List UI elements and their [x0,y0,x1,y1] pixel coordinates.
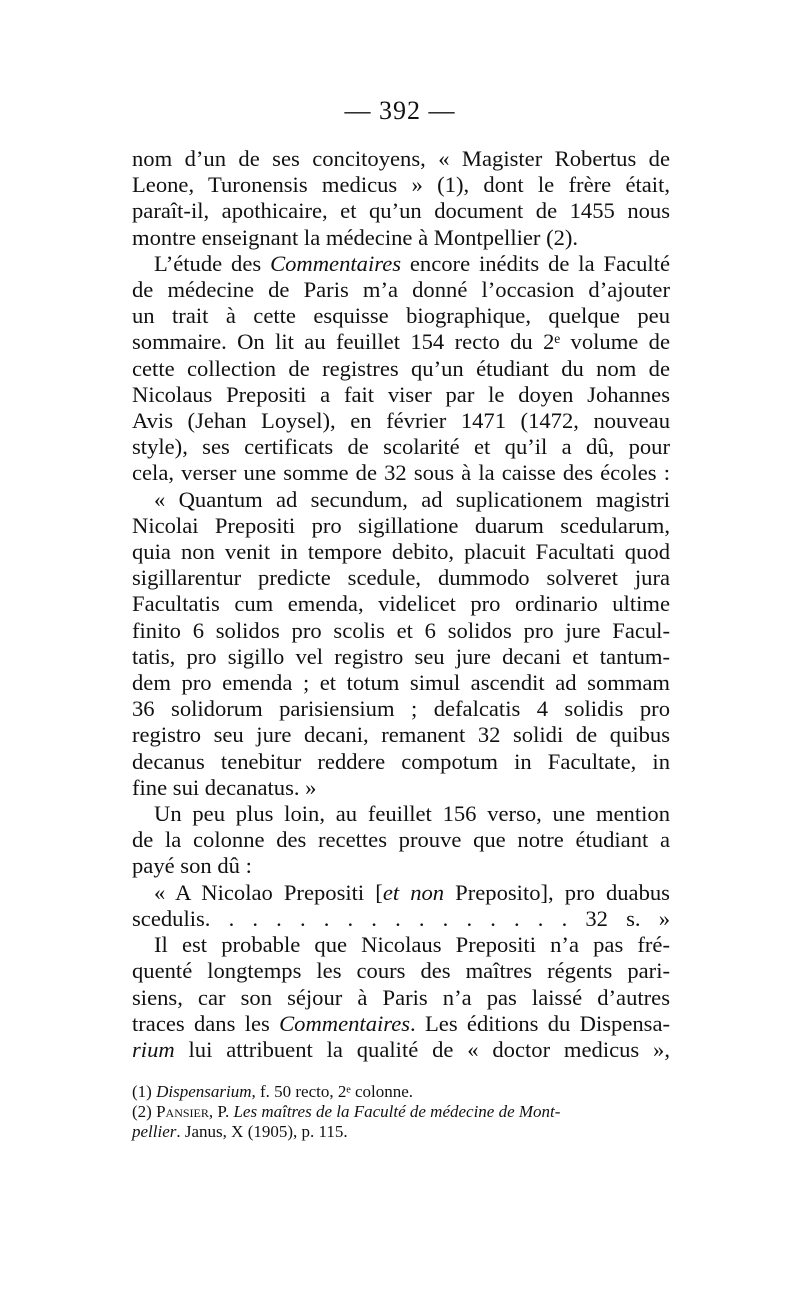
text-line: fine sui decanatus. » [132,774,317,800]
text-line: tatis, pro sigillo vel registro seu jure decani et tantum- [132,643,670,669]
text-line: sommaire. On lit au feuillet 154 recto du 2ᵉ volume de [132,329,670,355]
text-line: traces dans les Commentaires. Les éditions du Dispensa- [132,1010,670,1036]
text-line: Un peu plus loin, au feuillet 156 verso, une mention [154,801,670,827]
page-number: — 392 — [344,96,456,125]
text-line: quia non venit in tempore debito, placuit Facultati quod [132,539,670,565]
text-line: sigillarentur predicte scedule, dummodo solveret jura [132,565,670,591]
text-line: de médecine de Paris m’a donné l’occasion d’ajouter [132,277,670,303]
text-line: paraît-il, apothicaire, et qu’un document de 1455 nous [132,198,670,224]
text-line: Nicolai Prepositi pro sigillatione duarum scedularum, [132,512,670,538]
footnotes [132,1082,670,1142]
text-line: Facultatis cum emenda, videlicet pro ordinario ultime [132,591,670,617]
body-text [132,146,670,1063]
footnote-2: (2) Pansier, P. Les maîtres de la Faculté de médecine de Mont- [132,1102,561,1121]
text-line: montre enseignant la médecine à Montpellier (2). [132,224,579,250]
text-line: un trait à cette esquisse biographique, quelque peu [132,303,670,329]
text-line: Nicolaus Prepositi a fait viser par le doyen Johannes [132,381,670,407]
text-line: 36 solidorum parisiensium ; defalcatis 4 solidis pro [132,696,670,722]
text-line: quenté longtemps les cours des maîtres régents pari- [132,958,670,984]
text-line: scedulis. . . . . . . . . . . . . . . . 32 s. » [132,905,670,931]
footnote-2-continued: pellier. Janus, X (1905), p. 115. [132,1122,348,1141]
text-line: Avis (Jehan Loysel), en février 1471 (1472, nouveau [132,408,670,434]
text-line: rium lui attribuent la qualité de « doctor medicus », [132,1036,670,1062]
text-line: Il est probable que Nicolaus Prepositi n’a pas fré- [154,932,670,958]
text-line: Leone, Turonensis medicus » (1), dont le frère était, [132,172,670,198]
text-line: decanus tenebitur reddere compotum in Facultate, in [132,748,670,774]
text-line: payé son dû : [132,853,252,879]
text-line: cette collection de registres qu’un étudiant du nom de [132,355,670,381]
text-line: dem pro emenda ; et totum simul ascendit ad sommam [132,670,670,696]
text-line: cela, verser une somme de 32 sous à la caisse des écoles : [132,460,670,486]
text-line: L’étude des Commentaires encore inédits de la Faculté [154,250,670,276]
footnote-1: (1) Dispensarium, f. 50 recto, 2ᵉ colonne. [132,1082,414,1101]
text-line: finito 6 solidos pro scolis et 6 solidos pro jure Facul- [132,617,670,643]
text-line: nom d’un de ses concitoyens, « Magister Robertus de [132,146,670,171]
text-line: siens, car son séjour à Paris n’a pas laissé d’autres [132,984,670,1010]
text-line: « A Nicolao Prepositi [et non Preposito], pro duabus [154,879,670,905]
text-line: de la colonne des recettes prouve que notre étudiant a [132,827,670,853]
text-line: « Quantum ad secundum, ad suplicationem magistri [154,486,670,512]
text-line: style), ses certificats de scolarité et qu’il a dû, pour [132,434,670,460]
text-line: registro seu jure decani, remanent 32 solidi de quibus [132,722,670,748]
